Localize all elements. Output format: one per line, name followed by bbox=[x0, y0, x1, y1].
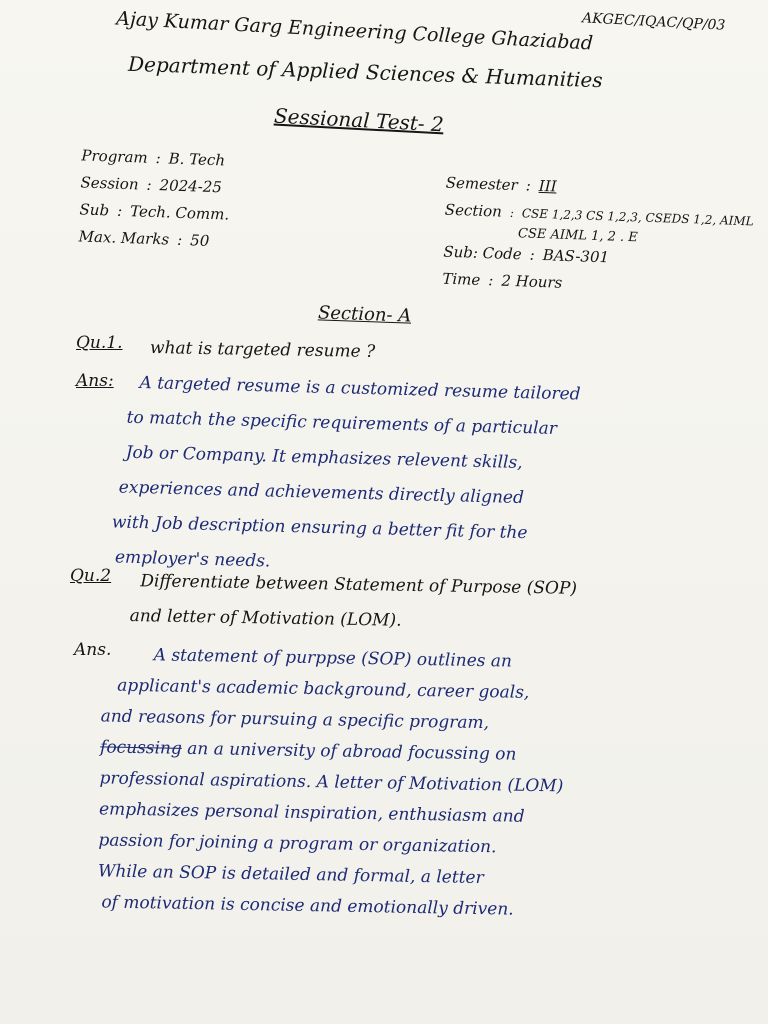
q1-answer-line: to match the specific requirements of a particular bbox=[126, 407, 558, 439]
subject-code-value: BAS-301 bbox=[542, 246, 610, 267]
q1-answer-line: with Job description ensuring a better fit for the bbox=[111, 512, 528, 544]
session-label: Session bbox=[80, 173, 139, 194]
program-row: Program : B. Tech bbox=[81, 142, 232, 174]
section-value: CSE 1,2,3 CS 1,2,3, CSEDS 1,2, AIML bbox=[521, 206, 754, 229]
q2-question bbox=[129, 564, 578, 642]
q2-answer bbox=[97, 640, 566, 926]
q2-label: Qu.2 bbox=[70, 566, 112, 586]
exam-details-right bbox=[442, 170, 755, 304]
q1-answer-line: employer's needs. bbox=[114, 547, 271, 572]
q1-answer-line: Job or Company. It emphasizes relevent skills, bbox=[125, 442, 523, 474]
q2-answer-label: Ans. bbox=[74, 640, 112, 660]
section-row: Section : CSE 1,2,3 CS 1,2,3, CSEDS 1,2, AIML bbox=[444, 197, 754, 236]
q1-answer bbox=[111, 366, 582, 587]
section-heading: Section- A bbox=[317, 302, 412, 327]
exam-details-left bbox=[78, 142, 231, 255]
document-code: AKGEC/IQAC/QP/03 bbox=[581, 10, 726, 34]
subject-value: Tech. Comm. bbox=[129, 202, 230, 224]
test-title: Sessional Test- 2 bbox=[273, 103, 445, 137]
q1-question: what is targeted resume ? bbox=[149, 338, 376, 362]
q2-answer-line: an a university of abroad focussing on bbox=[187, 738, 517, 765]
time-value: 2 Hours bbox=[501, 271, 563, 292]
q1-answer-line: experiences and achievements directly aligned bbox=[118, 477, 525, 509]
subject-code-label: Sub: Code bbox=[443, 242, 523, 264]
semester-row: Semester : III bbox=[445, 170, 755, 208]
q2-answer-line: passion for joining a program or organization. bbox=[98, 830, 497, 858]
struck-word: focussing bbox=[99, 737, 183, 759]
session-row: Session : 2024-25 bbox=[80, 169, 231, 201]
semester-value: III bbox=[538, 176, 557, 196]
q2-answer-line: applicant's academic background, career goals, bbox=[117, 675, 530, 703]
department-name: Department of Applied Sciences & Humanities bbox=[127, 51, 604, 93]
q2-answer-line: of motivation is concise and emotionally driven. bbox=[101, 892, 514, 920]
q2-question-line: and letter of Motivation (LOM). bbox=[129, 606, 402, 631]
q1-label: Qu.1. bbox=[76, 333, 123, 353]
q1-answer-line: A targeted resume is a customized resume tailored bbox=[139, 372, 581, 405]
subject-row: Sub : Tech. Comm. bbox=[79, 196, 230, 228]
max-marks-row: Max. Marks : 50 bbox=[78, 223, 229, 255]
q2-answer-line: While an SOP is detailed and formal, a letter bbox=[97, 861, 484, 889]
max-marks-value: 50 bbox=[189, 231, 210, 250]
section-value-continued: CSE AIML 1, 2 . E bbox=[517, 226, 639, 246]
q2-answer-line: emphasizes personal inspiration, enthusiasm and bbox=[98, 799, 525, 827]
q2-answer-line: professional aspirations. A letter of Motivation (LOM) bbox=[99, 768, 564, 797]
q2-answer-line: A statement of purppse (SOP) outlines an bbox=[153, 645, 513, 672]
q1-answer-label: Ans: bbox=[76, 371, 114, 391]
q2-question-line: Differentiate between Statement of Purpose (SOP) bbox=[140, 571, 578, 599]
session-value: 2024-25 bbox=[159, 176, 223, 197]
max-marks-label: Max. Marks bbox=[78, 227, 170, 249]
time-label: Time bbox=[442, 269, 481, 289]
semester-label: Semester bbox=[445, 173, 519, 195]
time-row: Time : 2 Hours bbox=[442, 266, 752, 304]
section-label: Section bbox=[444, 200, 503, 221]
subject-code-row: Sub: Code : BAS-301 bbox=[443, 239, 753, 277]
program-value: B. Tech bbox=[168, 149, 226, 170]
q2-answer-line: and reasons for pursuing a specific program, bbox=[100, 706, 490, 734]
subject-label: Sub bbox=[79, 200, 110, 220]
college-name: Ajay Kumar Garg Engineering College Ghaziabad bbox=[115, 7, 594, 55]
program-label: Program bbox=[81, 146, 148, 167]
